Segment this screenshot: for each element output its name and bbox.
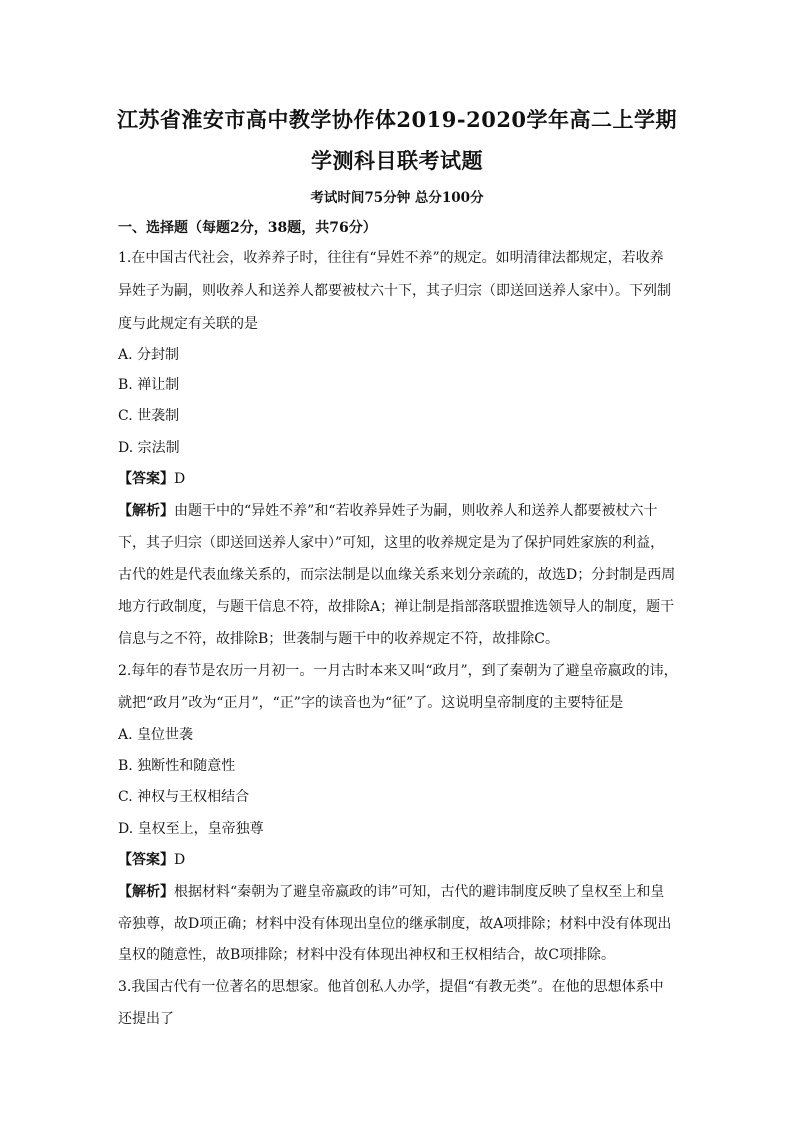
question-2-analysis-line: [118, 881, 664, 901]
analysis-tag: 【解析】: [118, 884, 174, 900]
answer-value: D: [174, 852, 186, 868]
question-1-analysis-line: 信息与之不符，故排除B；世袭制与题干中的收养规定不符，故排除C。: [118, 631, 559, 647]
analysis-text: 根据材料“秦朝为了避皇帝嬴政的讳”可知，古代的避讳制度反映了皇权至上和皇: [174, 884, 665, 900]
analysis-text: 由题干中的“异姓不养”和“若收养异姓子为嗣，则收养人和送养人都要被杖六十: [174, 503, 658, 519]
question-3-stem-line: 3.我国古代有一位著名的思想家。他首创私人办学，提倡“有教无类”。在他的思想体系中: [118, 979, 664, 995]
answer-value: D: [174, 471, 186, 487]
question-1-analysis-line: 下，其子归宗（即送回送养人家中）”可知，这里的收养规定是为了保护同姓家族的利益，: [118, 535, 665, 551]
section-heading: 一、选择题（每题2分，38题，共76分）: [118, 220, 377, 236]
answer-tag: 【答案】: [118, 471, 174, 487]
analysis-tag: 【解析】: [118, 503, 174, 519]
question-1-analysis-line: 地方行政制度，与题干信息不符，故排除A；禅让制是指部落联盟推选领导人的制度，题干: [118, 599, 675, 615]
question-1-answer: [118, 468, 185, 488]
question-2-option-a: A. 皇位世袭: [118, 727, 194, 743]
question-2-option-d: D. 皇权至上，皇帝独尊: [118, 821, 264, 837]
exam-info: 考试时间75分钟 总分100分: [310, 190, 484, 206]
question-2-answer: [118, 849, 185, 869]
question-2-analysis-line: 皇权的随意性，故B项排除；材料中没有体现出神权和王权相结合，故C项排除。: [118, 947, 615, 963]
question-1-analysis-line: [118, 500, 657, 520]
document-title-line1: 江苏省淮安市高中教学协作体2019-2020学年高二上学期: [116, 107, 678, 132]
question-2-option-b: B. 独断性和随意性: [118, 758, 236, 774]
answer-tag: 【答案】: [118, 852, 174, 868]
question-1-option-b: B. 禅让制: [118, 377, 180, 393]
question-2-analysis-line: 帝独尊，故D项正确；材料中没有体现出皇位的继承制度，故A项排除；材料中没有体现出: [118, 916, 672, 932]
question-1-option-a: A. 分封制: [118, 347, 180, 363]
question-2-stem-line: 2.每年的春节是农历一月初一。一月古时本来又叫“政月”，到了秦朝为了避皇帝嬴政的讳，: [118, 663, 678, 679]
question-2-stem-line: 就把“政月”改为“正月”，“正”字的读音也为“征”了。这说明皇帝制度的主要特征是: [118, 695, 624, 711]
question-1-option-d: D. 宗法制: [118, 440, 180, 456]
document-title-line2: 学测科目联考试题: [311, 148, 483, 173]
question-1-analysis-line: 古代的姓是代表血缘关系的，而宗法制是以血缘关系来划分亲疏的，故选D；分封制是西周: [118, 567, 676, 583]
question-1-stem-line: 度与此规定有关联的是: [118, 316, 258, 332]
question-1-stem-line: 1.在中国古代社会，收养养子时，往往有“异姓不养”的规定。如明清律法都规定，若收养: [118, 250, 664, 266]
question-1-stem-line: 异姓子为嗣，则收养人和送养人都要被杖六十下，其子归宗（即送回送养人家中）。下列制: [118, 283, 671, 299]
question-2-option-c: C. 神权与王权相结合: [118, 789, 250, 805]
question-1-option-c: C. 世袭制: [118, 408, 180, 424]
question-3-stem-line: 还提出了: [118, 1011, 174, 1027]
